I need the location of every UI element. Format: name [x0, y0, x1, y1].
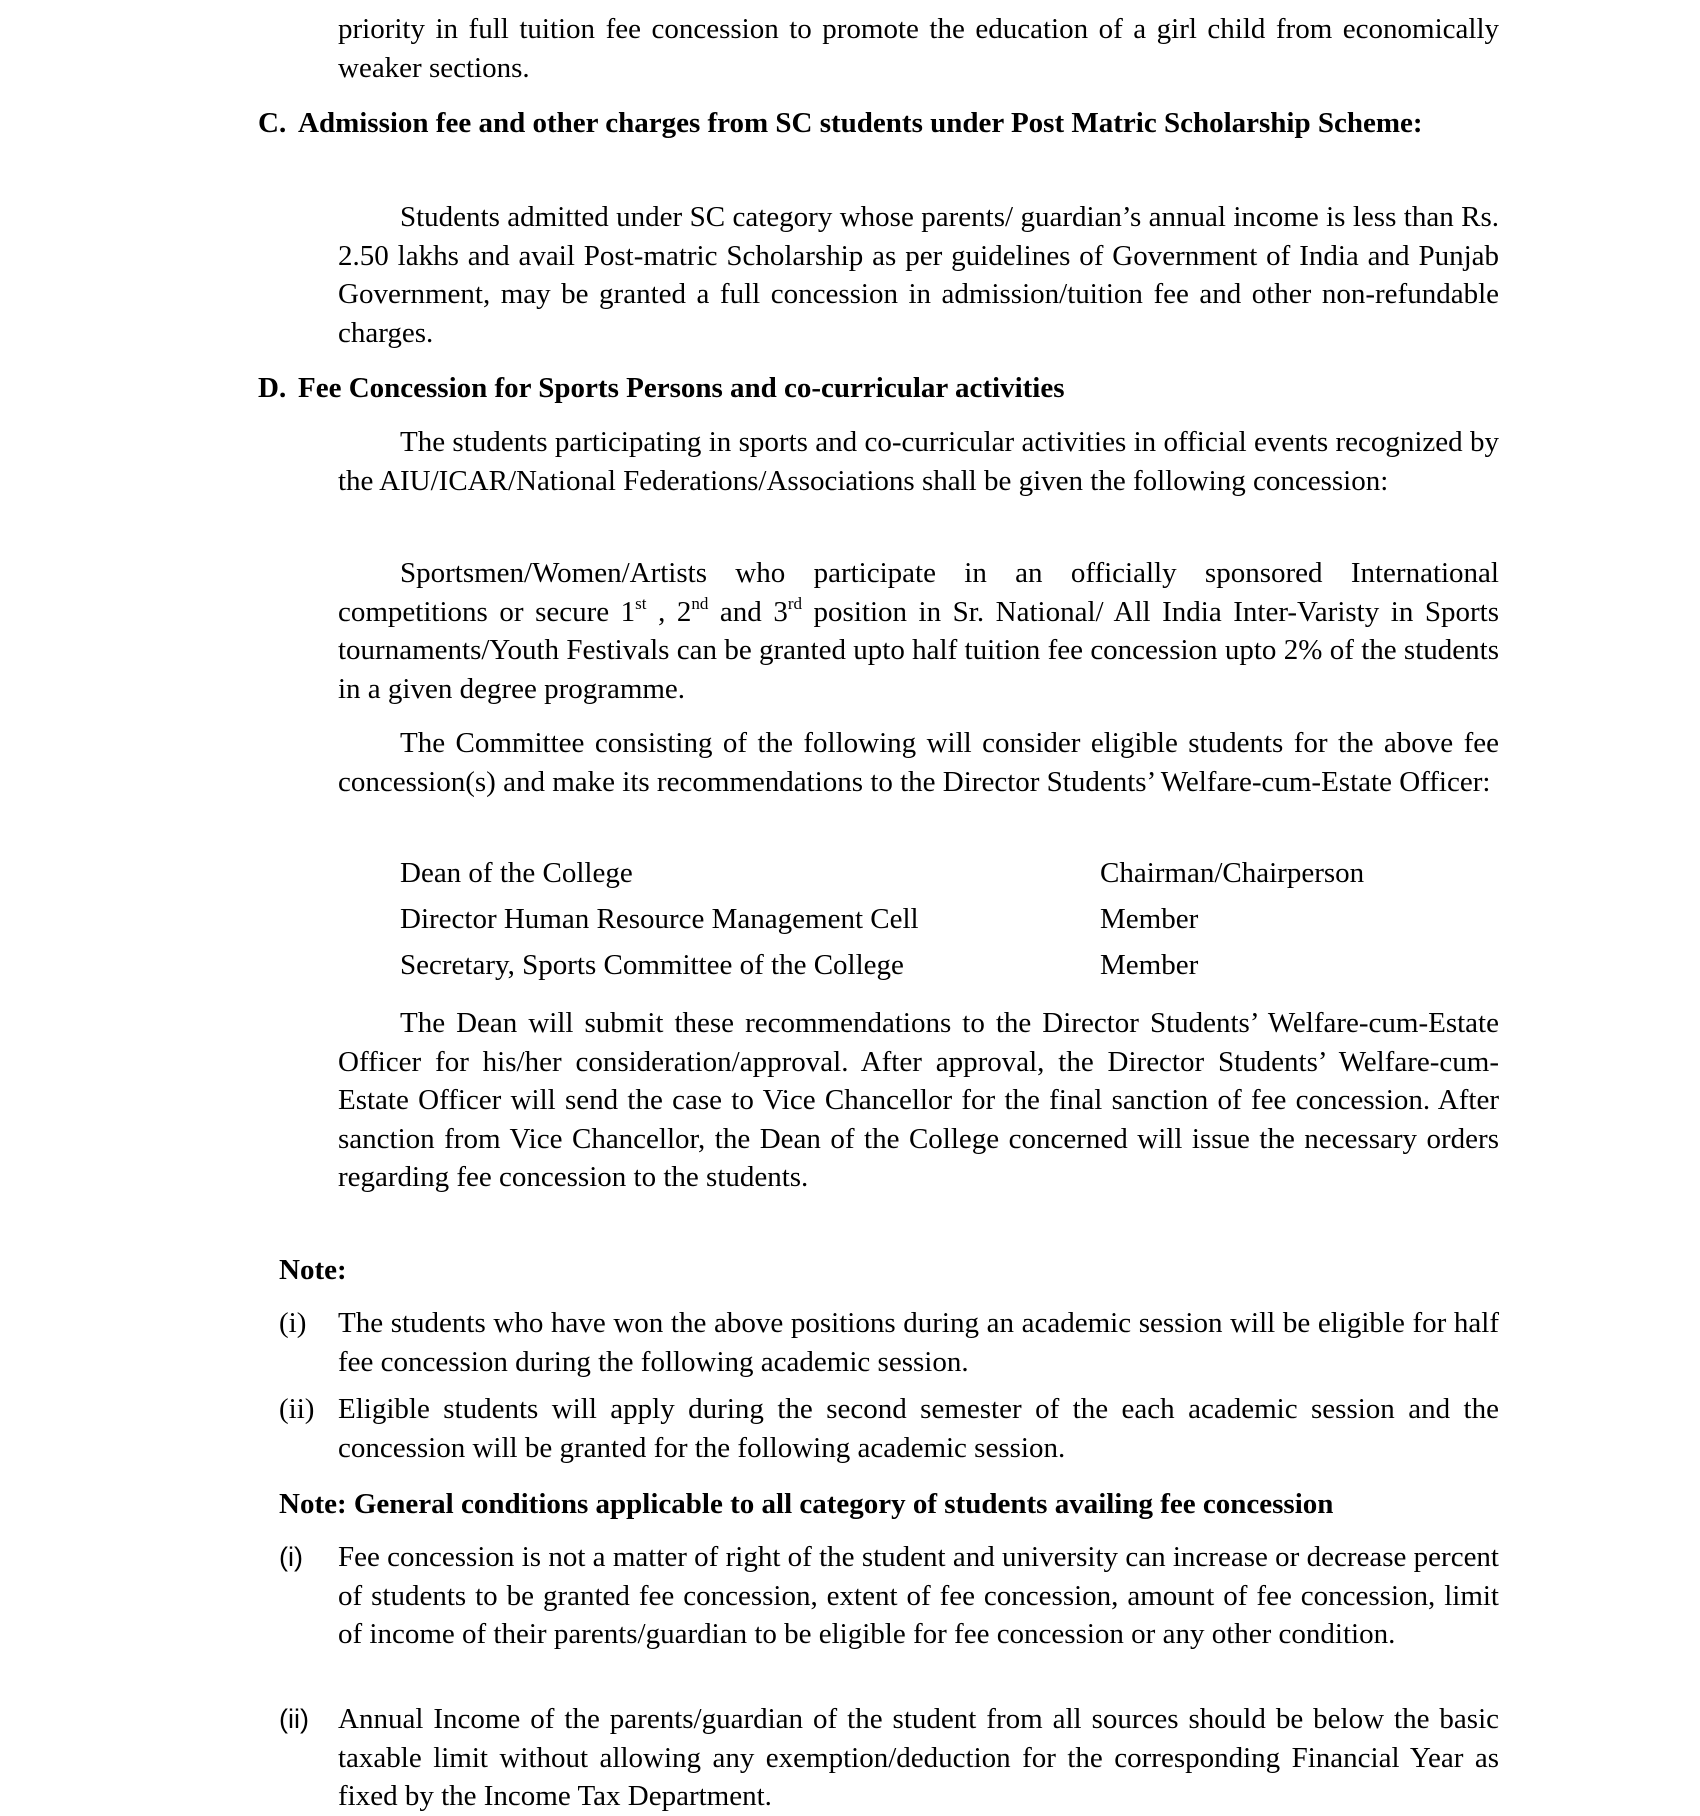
committee-member-name: Dean of the College — [400, 857, 633, 889]
section-d-letter: D. — [258, 372, 287, 404]
p2-part1: Sportsmen/Women/Artists who participate in an officially sponsored International competitions or secure 1 — [338, 557, 1499, 628]
committee-row — [400, 946, 1400, 992]
section-d-title: Fee Concession for Sports Persons and co-curricular activities — [298, 372, 1065, 404]
section-c-paragraph — [338, 198, 1499, 352]
section-d-text-3: The Committee consisting of the following will consider eligible students for the above fee concession(s) and make its recommendations to the Director Students’ Welfare-cum-Estate Officer: — [338, 727, 1499, 798]
section-d-paragraph-2 — [338, 554, 1499, 708]
section-d-paragraph-3 — [338, 724, 1499, 801]
section-c-letter: C. — [258, 107, 287, 139]
intro-text: priority in full tuition fee concession to promote the education of a girl child from economically weaker sections. — [338, 13, 1499, 84]
note-item-text: Eligible students will apply during the second semester of the each academic session and the concession will be granted for the following academic session. — [338, 1393, 1499, 1464]
note-item-number: (i) — [279, 1307, 307, 1339]
section-d-heading — [258, 369, 1499, 408]
intro-paragraph — [338, 10, 1499, 87]
note-item — [279, 1304, 1499, 1381]
general-conditions-label: Note: General conditions applicable to all category of students availing fee concession — [279, 1488, 1334, 1520]
committee-member-name: Director Human Resource Management Cell — [400, 903, 919, 935]
section-d-text-2 — [338, 554, 1499, 708]
section-d-text-4: The Dean will submit these recommendations to the Director Students’ Welfare-cum-Estate Officer for his/her consideration/approval. After approval, the Director Students’ Welfare-cum-Estate Officer will send the case to Vice Chancellor for the final sanction of fee concession. After sanction from Vice Chancellor, the Dean of the College concerned will issue the necessary orders regarding fee concession to the students. — [338, 1007, 1499, 1193]
committee-row — [400, 900, 1400, 946]
p2-sup3: rd — [787, 593, 802, 613]
committee-list — [400, 854, 1400, 992]
p2-sup1: st — [635, 593, 647, 613]
committee-member-name: Secretary, Sports Committee of the College — [400, 949, 904, 981]
committee-member-role: Chairman/Chairperson — [1100, 857, 1365, 889]
p2-part2: , 2 — [646, 595, 692, 628]
section-d-text-1: The students participating in sports and co-curricular activities in official events recognized by the AIU/ICAR/National Federations/Associations shall be given the following concession: — [338, 426, 1499, 497]
note-item-text: The students who have won the above positions during an academic session will be eligible for half fee concession during the following academic session. — [338, 1307, 1499, 1378]
committee-member-role: Member — [1100, 949, 1199, 981]
note-label: Note: — [279, 1254, 347, 1286]
note-item-number: (ii) — [279, 1393, 315, 1425]
committee-row — [400, 854, 1400, 900]
p2-part4: position in Sr. National/ All India Inter-Varisty in Sports tournaments/Youth Festivals can be granted upto half tuition fee concession upto 2% of the students in a given degree programme. — [338, 595, 1499, 705]
section-d-paragraph-1 — [338, 423, 1499, 500]
condition-item-text: Annual Income of the parents/guardian of the student from all sources should be below the basic taxable limit without allowing any exemption/deduction for the corresponding Financial Year as fixed by the Income Tax Department. — [338, 1703, 1499, 1812]
section-d-paragraph-4 — [338, 1004, 1499, 1197]
condition-item — [279, 1538, 1499, 1654]
section-c-title: Admission fee and other charges from SC students under Post Matric Scholarship Scheme: — [298, 107, 1423, 139]
condition-item — [279, 1700, 1499, 1816]
condition-item-number: (i) — [279, 1542, 303, 1572]
section-c-heading — [258, 104, 1499, 143]
p2-part3: and 3 — [708, 595, 788, 628]
committee-member-role: Member — [1100, 903, 1199, 935]
note-item — [279, 1390, 1499, 1467]
p2-sup2: nd — [691, 593, 709, 613]
condition-item-number: (ii) — [279, 1704, 309, 1734]
condition-item-text: Fee concession is not a matter of right of the student and university can increase or decrease percent of students to be granted fee concession, extent of fee concession, amount of fee concession, limit of income of their parents/guardian to be eligible for fee concession or any other condition. — [338, 1541, 1499, 1650]
section-c-text: Students admitted under SC category whose parents/ guardian’s annual income is less than Rs. 2.50 lakhs and avail Post-matric Scholarship as per guidelines of Government of India and Punjab Government, may be granted a full concession in admission/tuition fee and other non-refundable charges. — [338, 201, 1499, 349]
